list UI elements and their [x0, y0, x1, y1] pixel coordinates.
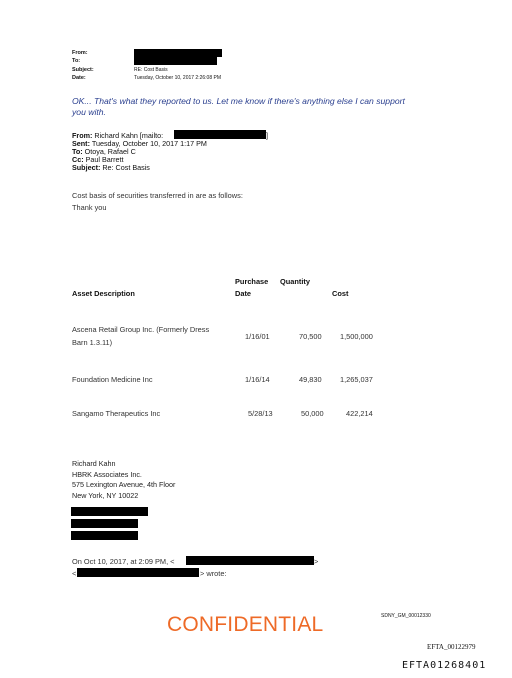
redaction-sig-3 [71, 531, 138, 540]
redaction-from [134, 49, 222, 57]
row-1-asset-line-1: Ascena Retail Group Inc. (Formerly Dress [72, 325, 210, 334]
quoted-subject-label: Subject: [72, 163, 101, 172]
quoted-sent-value: Tuesday, October 10, 2017 1:17 PM [91, 139, 207, 148]
col-date: Date [235, 289, 252, 298]
redaction-sig-2 [71, 519, 138, 528]
earlier-on-text: On Oct 10, 2017, at 2:09 PM, < [72, 557, 175, 566]
confidential-stamp: CONFIDENTIAL [167, 613, 324, 636]
row-2-asset: Foundation Medicine Inc [72, 375, 153, 384]
row-1-cost: 1,500,000 [340, 332, 373, 341]
row-2-cost: 1,265,037 [340, 375, 373, 384]
row-3-qty: 50,000 [301, 409, 324, 418]
row-1-qty: 70,500 [299, 332, 322, 341]
col-quantity: Quantity [280, 277, 310, 286]
quoted-cc-label: Cc: [72, 155, 84, 164]
quoted-from-value: Richard Kahn [mailto: [94, 131, 164, 140]
row-3-asset: Sangamo Therapeutics Inc [72, 409, 161, 418]
col-cost: Cost [332, 289, 349, 298]
earlier-lt: < [72, 569, 77, 578]
to-label: To: [72, 58, 81, 64]
signature-block [72, 459, 175, 501]
quoted-subject-line [72, 163, 150, 172]
signature-company: HBRK Associates Inc. [72, 469, 142, 479]
redaction-earlier-sender [186, 556, 314, 565]
quoted-subject-value: Re: Cost Basis [102, 163, 150, 172]
row-1-date: 1/16/01 [245, 332, 270, 341]
row-1-asset-line-2: Barn 1.3.11) [72, 338, 113, 347]
redaction-email [174, 130, 266, 139]
earlier-gt: > [314, 557, 319, 566]
from-label: From: [72, 50, 88, 56]
redaction-earlier-email [77, 568, 199, 577]
signature-name: Richard Kahn [72, 459, 116, 468]
signature-city: New York, NY 10022 [72, 490, 139, 500]
quoted-from-close: ] [266, 131, 268, 140]
subject-label: Subject: [72, 67, 94, 73]
sdny-bates: SDNY_GM_00012330 [381, 613, 431, 619]
quoted-cc-value: Paul Barrett [85, 155, 124, 164]
date-value: Tuesday, October 10, 2017 2:26:08 PM [134, 75, 221, 81]
efta-large-bates: EFTA01268401 [402, 660, 487, 671]
date-label: Date: [72, 75, 86, 81]
message-line-2: Thank you [72, 203, 107, 212]
quoted-to-label: To: [72, 147, 83, 156]
reply-line-1: OK... That's what they reported to us. Let me know if there's anything else I can support [72, 96, 405, 106]
redaction-sig-1 [71, 507, 148, 516]
row-3-date: 5/28/13 [248, 409, 273, 418]
col-purchase: Purchase [235, 277, 269, 286]
earlier-wrote: > wrote: [200, 569, 227, 578]
redaction-to [134, 57, 217, 65]
row-2-date: 1/16/14 [245, 375, 270, 384]
quoted-to-value: Otoya, Rafael C [84, 147, 136, 156]
signature-address: 575 Lexington Avenue, 4th Floor [72, 480, 176, 489]
row-3-cost: 422,214 [346, 409, 373, 418]
col-asset: Asset Description [72, 289, 135, 298]
quoted-sent-label: Sent: [72, 139, 90, 148]
row-2-qty: 49,830 [299, 375, 322, 384]
subject-value: RE: Cost Basis [134, 67, 168, 73]
efta-small-bates: EFTA_00122979 [427, 643, 476, 651]
reply-line-2: you with. [72, 107, 106, 117]
message-line-1: Cost basis of securities transferred in are as follows: [72, 191, 243, 200]
quoted-from-label: From: [72, 131, 93, 140]
